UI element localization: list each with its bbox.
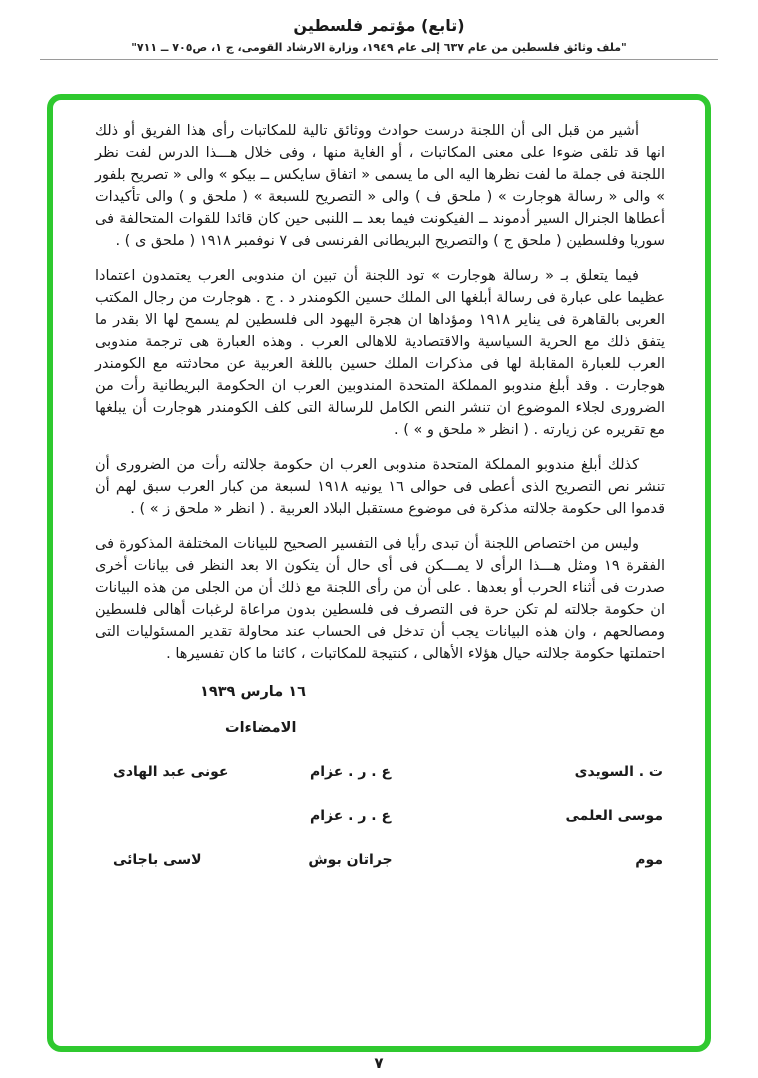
signature-name: ع . ر . عزام [309,764,392,780]
paragraph-2: فيما يتعلق بـ « رسالة هوجارت » تود اللجنة أن تبين ان مندوبى العرب يعتمدون اعتمادا عظيما على عبارة فى رسالة أبلغها الى الملك حسين الكومندر د . ج . هوجارت من رجال المكتب العربى بالقاهرة فى يناير ١٩١٨ ومؤداها ان هجرة اليهود الى فلسطين لم يسمح لها الا بقدر ما يتفق ذلك مع الحرية السياسية والاقتصادية للاهالى العرب . وهذه العبارة هى ترجمة مندوبى العرب للعبارة المقابلة لها فى مذكرات الملك حسين باللغة العربية عن محادثته مع الكومندر هوجارت . وقد أبلغ مندوبو المملكة المتحدة المندوبين العرب ان الحكومة البريطانية رأت من الضرورى لجلاء الموضوع ان تنشر النص الكامل للرسالة التى كلف الكومندر هوجارت أن يبلغها مع تقريره عن زيارته . ( انظر « ملحق و » ) . [95,268,665,438]
paragraph-4: وليس من اختصاص اللجنة أن تبدى رأيا فى التفسير الصحيح للبيانات المختلفة المذكورة فى الفقرة ١٩ ومثل هـــذا الرأى لا يمـــكن فى أى حال أن يتكون الا بعد النظر فى بيانات أخرى صدرت فى أثناء الحرب أو بعدها . على أن من رأى اللجنة مع ذلك أن من الجلى من هذه البيانات ان حكومة جلالته لم تكن حرة فى التصرف فى فلسطين بدون مراعاة لرغبات أهالى فلسطين ومصالحهم ، وان هذه البيانات يجب أن تدخل فى الحساب عند محاولة تقدير المسئوليات التى احتملتها حكومة جلالته حيال هؤلاء الأهالى ، كنتيجة للمكاتبات ، كائنا ما كان تفسيرها . [95,536,666,662]
signature-name: جراتان بوش [308,852,393,868]
signature-row-1 [95,761,665,783]
page-header [0,0,758,60]
header-divider [40,59,718,60]
paragraph-1: أشير من قبل الى أن اللجنة درست حوادث ووثائق تالية للمكاتبات رأى هذا الفريق أو ذلك انها قد تلقى ضوءا على معنى المكاتبات ، أو الغاية منها ، وفى خلال هـــذا الدرس لفت نظر اللجنة فى جملة ما لفت نظرها اليه الى ما يسمى « اتفاق سايكس ــ بيكو » والى « تصريح بلفور » والى « رسالة هوجارت » ( ملحق ف ) والى « التصريح للسبعة » ( ملحق و ) والى تأكيدات أعطاها الجنرال السير أدموند ــ الفيكونت فيما بعد ــ اللنبى حين كان قائدا للقوات المتحالفة فى سوريا وفلسطين ( ملحق ج ) والتصريح البريطانى الفرنسى فى ٧ نوفمبر ١٩١٨ ( ملحق ى ) . [95,123,665,249]
signatures-heading-text: الامضاءات [225,720,297,736]
signatures-heading [95,717,665,739]
document-body [53,100,705,871]
page-footer [0,1053,758,1072]
signature-name [95,805,243,827]
signature-name: لاسى باجائى [113,852,202,868]
page-number: ٧ [374,1054,384,1072]
document-body-frame [47,94,711,1052]
document-title: (تابع) مؤتمر فلسطين [293,16,465,35]
signature-row-2 [95,805,665,827]
signature-name: عونى عبد الهادى [113,764,229,780]
paragraph-3: كذلك أبلغ مندوبو المملكة المتحدة مندوبى العرب ان حكومة جلالته رأت من الضرورى أن تنشر نص التصريح الذى أعطى فى حوالى ١٦ يونيه ١٩١٨ لسبعة من كبار العرب سبق لهم أن قدموا الى حكومة جلالته مذكرة فى موضوع مستقبل البلاد العربية . ( انظر « ملحق ز » ) . [95,457,665,517]
signature-name: ت . السويدى [574,764,663,780]
citation-line: "ملف وثائق فلسطين من عام ٦٣٧ إلى عام ١٩٤٩، وزارة الارشاد القومى، ج ١، ص٧٠٥ ــ ٧١١" [131,41,627,54]
signature-name: موم [635,852,663,868]
date-line [95,681,665,703]
signature-row-3 [95,849,665,871]
date-text: ١٦ مارس ١٩٣٩ [200,684,306,700]
signature-name: موسى العلمى [565,808,663,824]
signature-name: ع . ر . عزام [309,808,392,824]
